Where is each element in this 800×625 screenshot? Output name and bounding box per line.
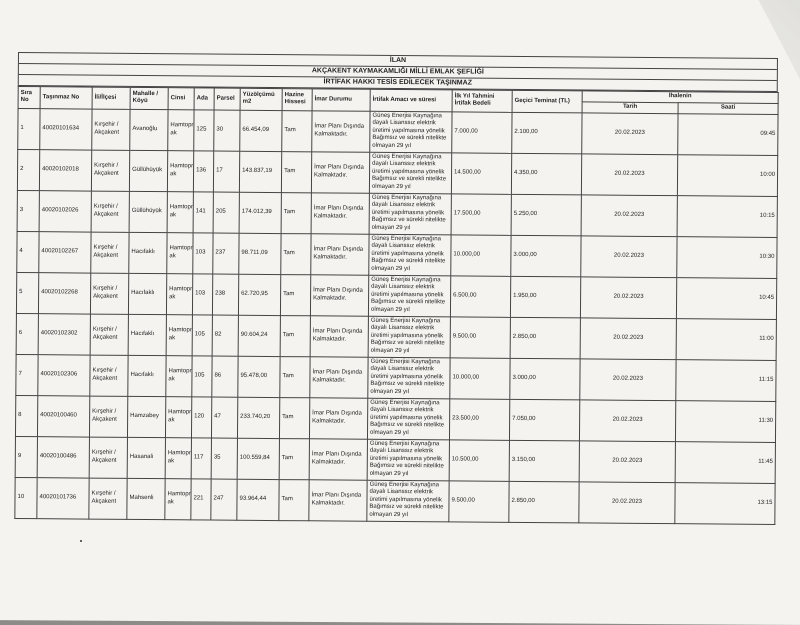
cell-tasinmaz: 40020102267 <box>39 231 91 272</box>
cell-teminat: 3.000,00 <box>511 235 581 277</box>
col-bedel: İlk Yıl Tahmini İrtifak Bedeli <box>452 90 512 112</box>
cell-hazine: Tam <box>280 315 310 356</box>
cell-ada: 105 <box>192 314 212 355</box>
cell-tarih: 20.02.2023 <box>582 112 678 154</box>
cell-teminat: 3.000,00 <box>510 358 580 400</box>
cell-tarih: 20.02.2023 <box>581 194 677 236</box>
col-mahalle: Mahalle / Köyü <box>130 87 168 109</box>
cell-sira: 8 <box>15 395 37 436</box>
cell-tasinmaz: 40020102306 <box>38 354 90 395</box>
cell-tasinmaz: 40020100486 <box>37 436 89 477</box>
cell-ada: 125 <box>194 109 214 150</box>
cell-parsel: 205 <box>213 192 239 233</box>
cell-yuzolcum: 143.837,19 <box>239 151 281 192</box>
cell-hazine: Tam <box>280 274 310 315</box>
cell-yuzolcum: 66.454,09 <box>240 110 282 151</box>
cell-hazine: Tam <box>281 192 311 233</box>
col-yuzolcum: Yüzölçümü m2 <box>240 88 282 110</box>
cell-bedel: 10.000,00 <box>450 357 510 398</box>
cell-ada: 105 <box>192 355 212 396</box>
cell-tasinmaz: 40020101736 <box>37 477 89 518</box>
document <box>14 52 778 524</box>
cell-bedel: 23.500,00 <box>449 398 509 439</box>
cell-teminat: 2.850,00 <box>509 481 579 523</box>
cell-bedel: 7.000,00 <box>452 111 512 152</box>
cell-mahalle: Hamzabey <box>127 396 165 437</box>
cell-bedel: 10.000,00 <box>451 234 511 275</box>
cell-bedel: 17.500,00 <box>451 193 511 234</box>
col-hazine: Hazine Hissesi <box>282 89 312 111</box>
cell-saat: 10:30 <box>677 236 777 278</box>
cell-teminat: 7.050,00 <box>509 399 579 441</box>
cell-cinsi: Hamtopr ak <box>167 191 193 232</box>
ink-dot <box>80 540 82 542</box>
cell-mahalle: Güllühüyük <box>129 150 167 191</box>
cell-parsel: 17 <box>213 151 239 192</box>
cell-yuzolcum: 62.720,95 <box>238 274 280 315</box>
cell-mahalle: Güllühüyük <box>129 191 167 232</box>
cell-saat: 10:15 <box>677 195 777 237</box>
cell-ada: 221 <box>191 478 211 519</box>
col-ihalenin: İhalenin <box>582 91 778 103</box>
cell-ilce: Kırşehir / Akçakent <box>89 478 127 519</box>
cell-imar: İmar Planı Dışında Kalmaktadır. <box>311 233 369 274</box>
cell-bedel: 9.500,00 <box>449 480 509 521</box>
cell-ilce: Kırşehir / Akçakent <box>89 437 127 478</box>
cell-amac: Güneş Enerjisi Kaynağına dayalı Lisanssız elektrik üretimi yapılmasına yönelik Bağımsız ve sürekli nitelikte olmayan 29 yıl <box>367 439 449 481</box>
cell-ilce: Kırşehir / Akçakent <box>89 396 127 437</box>
cell-tarih: 20.02.2023 <box>580 358 676 400</box>
cell-teminat: 1.950,00 <box>510 276 580 318</box>
cell-imar: İmar Planı Dışında Kalmaktadır. <box>309 438 367 479</box>
table-row <box>17 190 777 237</box>
cell-parsel: 35 <box>211 438 237 479</box>
cell-ada: 120 <box>191 396 211 437</box>
cell-ada: 136 <box>193 150 213 191</box>
header-subject: İRTİFAK HAKKI TESİS EDİLECEK TAŞINMAZ <box>19 75 777 92</box>
cell-tarih: 20.02.2023 <box>579 440 675 482</box>
cell-cinsi: Hamtopr ak <box>167 232 193 273</box>
cell-parsel: 30 <box>214 110 240 151</box>
cell-sira: 1 <box>18 108 40 149</box>
col-tarih: Tarih <box>582 101 678 113</box>
table-row <box>17 231 777 278</box>
cell-saat: 11:15 <box>676 359 776 401</box>
cell-tarih: 20.02.2023 <box>581 235 677 277</box>
table-row <box>16 354 776 401</box>
cell-ilce: Kırşehir / Akçakent <box>91 232 129 273</box>
cell-cinsi: Hamtopr ak <box>165 396 191 437</box>
cell-tasinmaz: 40020102018 <box>39 149 91 190</box>
col-tasinmaz: Taşınmaz No <box>40 87 92 109</box>
cell-ada: 141 <box>193 191 213 232</box>
cell-parsel: 82 <box>212 315 238 356</box>
col-parsel: Parsel <box>214 88 240 110</box>
cell-bedel: 10.500,00 <box>449 439 509 480</box>
cell-yuzolcum: 233.740,20 <box>237 397 279 438</box>
cell-tarih: 20.02.2023 <box>580 317 676 359</box>
cell-sira: 6 <box>16 313 38 354</box>
cell-tasinmaz: 40020100460 <box>37 395 89 436</box>
header-office: AKÇAKENT KAYMAKAMLIĞI MİLLİ EMLAK ŞEFLİĞİ <box>19 64 777 81</box>
cell-saat: 11:00 <box>676 318 776 360</box>
cell-amac: Güneş Enerjisi Kaynağına dayalı Lisanssız elektrik üretimi yapılmasına yönelik Bağımsız ve sürekli nitelikte olmayan 29 yıl <box>369 193 451 235</box>
cell-imar: İmar Planı Dışında Kalmaktadır. <box>311 151 369 192</box>
cell-tasinmaz: 40020102302 <box>38 313 90 354</box>
table-row <box>17 149 777 196</box>
cell-hazine: Tam <box>279 479 309 520</box>
table-body <box>15 108 778 524</box>
cell-parsel: 237 <box>213 233 239 274</box>
cell-cinsi: Hamtopr ak <box>168 109 194 150</box>
cell-sira: 3 <box>17 190 39 231</box>
cell-hazine: Tam <box>282 110 312 151</box>
cell-amac: Güneş Enerjisi Kaynağına dayalı Lisanssız elektrik üretimi yapılmasına yönelik Bağımsız ve sürekli nitelikte olmayan 29 yıl <box>368 357 450 399</box>
cell-amac: Güneş Enerjisi Kaynağına dayalı Lisanssız elektrik üretimi yapılmasına yönelik Bağımsız ve sürekli nitelikte olmayan 29 yıl <box>368 275 450 317</box>
cell-mahalle: Hasanali <box>127 437 165 478</box>
cell-teminat: 2.100,00 <box>512 112 582 154</box>
cell-imar: İmar Planı Dışında Kalmaktadır. <box>310 274 368 315</box>
cell-sira: 9 <box>15 436 37 477</box>
cell-cinsi: Hamtopr ak <box>166 273 192 314</box>
cell-saat: 10:45 <box>676 277 776 319</box>
cell-hazine: Tam <box>281 233 311 274</box>
cell-saat: 10:00 <box>677 154 777 196</box>
cell-ilce: Kırşehir / Akçakent <box>92 109 130 150</box>
table-row <box>16 272 776 319</box>
property-table <box>14 86 778 524</box>
cell-ilce: Kırşehir / Akçakent <box>91 191 129 232</box>
cell-ilce: Kırşehir / Akçakent <box>90 314 128 355</box>
cell-cinsi: Hamtopr ak <box>167 150 193 191</box>
cell-amac: Güneş Enerjisi Kaynağına dayalı Lisanssız elektrik üretimi yapılmasına yönelik Bağımsız ve sürekli nitelikte olmayan 29 yıl <box>368 316 450 358</box>
cell-cinsi: Hamtopr ak <box>165 437 191 478</box>
cell-parsel: 247 <box>211 479 237 520</box>
cell-yuzolcum: 174.012,39 <box>239 192 281 233</box>
cell-saat: 11:30 <box>675 400 775 442</box>
table-row <box>15 477 775 524</box>
cell-bedel: 9.500,00 <box>450 316 510 357</box>
table-row <box>18 108 778 155</box>
cell-yuzolcum: 90.604,24 <box>238 315 280 356</box>
col-cinsi: Cinsi <box>168 88 194 110</box>
cell-teminat: 3.150,00 <box>509 440 579 482</box>
cell-tarih: 20.02.2023 <box>579 481 675 523</box>
cell-tasinmaz: 40020101634 <box>40 108 92 149</box>
cell-amac: Güneş Enerjisi Kaynağına dayalı Lisanssız elektrik üretimi yapılmasına yönelik Bağımsız ve sürekli nitelikte olmayan 29 yıl <box>370 111 452 153</box>
cell-sira: 2 <box>17 149 39 190</box>
col-amac: İrtifak Amacı ve süresi <box>370 89 452 111</box>
cell-hazine: Tam <box>279 397 309 438</box>
cell-hazine: Tam <box>281 151 311 192</box>
cell-bedel: 6.500,00 <box>450 275 510 316</box>
table-row <box>16 313 776 360</box>
col-teminat: Geçici Teminat (TL) <box>512 90 582 112</box>
cell-imar: İmar Planı Dışında Kalmaktadır. <box>311 192 369 233</box>
cell-tarih: 20.02.2023 <box>581 153 677 195</box>
cell-saat: 09:45 <box>678 113 778 155</box>
cell-teminat: 4.350,00 <box>511 153 581 195</box>
table-row <box>15 436 775 483</box>
cell-amac: Güneş Enerjisi Kaynağına dayalı Lisanssız elektrik üretimi yapılmasına yönelik Bağımsız ve sürekli nitelikte olmayan 29 yıl <box>367 480 449 522</box>
cell-saat: 13:15 <box>675 482 775 524</box>
cell-sira: 4 <box>17 231 39 272</box>
cell-bedel: 14.500,00 <box>451 152 511 193</box>
cell-imar: İmar Planı Dışında Kalmaktadır. <box>310 356 368 397</box>
cell-amac: Güneş Enerjisi Kaynağına dayalı Lisanssız elektrik üretimi yapılmasına yönelik Bağımsız ve sürekli nitelikte olmayan 29 yıl <box>369 152 451 194</box>
cell-ilce: Kırşehir / Akçakent <box>91 150 129 191</box>
cell-mahalle: Hacıfaklı <box>128 314 166 355</box>
cell-tasinmaz: 40020102268 <box>38 272 90 313</box>
cell-yuzolcum: 93.964,44 <box>237 479 279 520</box>
cell-sira: 7 <box>16 354 38 395</box>
cell-ada: 117 <box>191 437 211 478</box>
cell-yuzolcum: 100.559,84 <box>237 438 279 479</box>
cell-hazine: Tam <box>279 438 309 479</box>
col-ada: Ada <box>194 88 214 110</box>
col-ilce: İli/İlçesi <box>92 87 130 109</box>
cell-amac: Güneş Enerjisi Kaynağına dayalı Lisanssız elektrik üretimi yapılmasına yönelik Bağımsız ve sürekli nitelikte olmayan 29 yıl <box>369 234 451 276</box>
cell-cinsi: Hamtopr ak <box>165 478 191 519</box>
cell-yuzolcum: 98.711,09 <box>239 233 281 274</box>
cell-imar: İmar Planı Dışında Kalmaktadır. <box>310 315 368 356</box>
cell-imar: İmar Planı Dışında Kalmaktadır. <box>309 479 367 520</box>
cell-mahalle: Hacıfaklı <box>129 232 167 273</box>
col-sira: Sıra No <box>18 87 40 109</box>
header-title: İLAN <box>19 53 777 70</box>
cell-mahalle: Mahsenli <box>127 478 165 519</box>
cell-ada: 103 <box>192 273 212 314</box>
cell-cinsi: Hamtopr ak <box>166 314 192 355</box>
cell-imar: İmar Planı Dışında Kalmaktadır. <box>309 397 367 438</box>
cell-parsel: 238 <box>212 274 238 315</box>
cell-parsel: 47 <box>211 397 237 438</box>
table-row <box>15 395 775 442</box>
cell-hazine: Tam <box>280 356 310 397</box>
cell-teminat: 5.250,00 <box>511 194 581 236</box>
cell-tarih: 20.02.2023 <box>579 399 675 441</box>
cell-amac: Güneş Enerjisi Kaynağına dayalı Lisanssız elektrik üretimi yapılmasına yönelik Bağımsız ve sürekli nitelikte olmayan 29 yıl <box>367 398 449 440</box>
cell-tasinmaz: 40020102026 <box>39 190 91 231</box>
cell-ilce: Kırşehir / Akçakent <box>90 273 128 314</box>
cell-sira: 10 <box>15 477 37 518</box>
cell-mahalle: Avanoğlu <box>130 109 168 150</box>
cell-sira: 5 <box>16 272 38 313</box>
cell-yuzolcum: 95.478,00 <box>238 356 280 397</box>
col-imar: İmar Durumu <box>312 89 370 111</box>
cell-ilce: Kırşehir / Akçakent <box>90 355 128 396</box>
cell-mahalle: Hacıfaklı <box>128 273 166 314</box>
cell-saat: 11:45 <box>675 441 775 483</box>
cell-cinsi: Hamtopr ak <box>166 355 192 396</box>
cell-parsel: 86 <box>212 356 238 397</box>
cell-teminat: 2.850,00 <box>510 317 580 359</box>
cell-tarih: 20.02.2023 <box>580 276 676 318</box>
col-saati: Saati <box>678 102 778 114</box>
cell-imar: İmar Planı Dışında Kalmaktadır. <box>312 110 370 151</box>
cell-mahalle: Hacıfaklı <box>128 355 166 396</box>
cell-ada: 103 <box>193 232 213 273</box>
